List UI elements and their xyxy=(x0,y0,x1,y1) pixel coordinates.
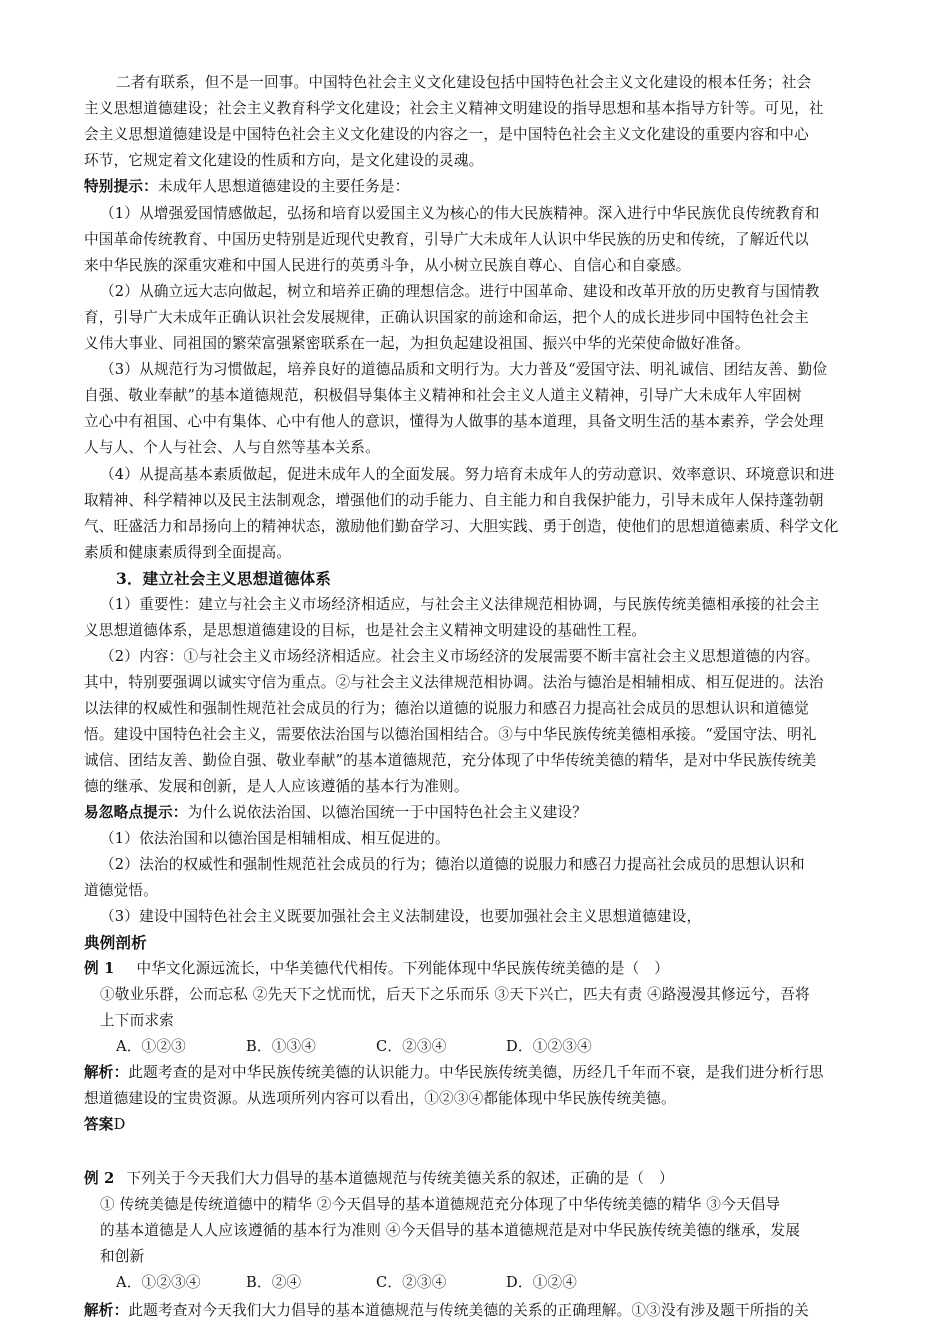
option-b: B．①③④ xyxy=(246,1038,317,1055)
task-line: （2）从确立远大志向做起，树立和培养正确的理想信念。进行中国革命、建设和改革开放的历史教育与国情教 xyxy=(100,283,820,300)
option-d: D．①②③④ xyxy=(506,1038,592,1055)
option-a: A．①②③④ xyxy=(116,1274,201,1291)
example-2-label: 例 2 xyxy=(84,1170,115,1187)
overlooked-tip-label: 易忽略点提示： xyxy=(84,804,188,821)
example-2-analysis xyxy=(84,1298,884,1324)
task-line: 人与人、个人与社会、人与自然等基本关系。 xyxy=(84,439,380,456)
section-line: （1）重要性：建立与社会主义市场经济相适应，与社会主义法律规范相协调，与民族传统美德相承接的社会主 xyxy=(100,596,820,613)
task-line: 中国革命传统教育、中国历史特别是近现代史教育，引导广大未成年人认识中华民族的历史和传统，了解近代以 xyxy=(84,231,809,248)
section-line: 悟。建设中国特色社会主义，需要依法治国与以德治国相结合。③与中华民族传统美德相承接。“爱国守法、明礼 xyxy=(84,726,817,743)
analysis-text: 此题考查对今天我们大力倡导的基本道德规范与传统美德的关系的正确理解。①③没有涉及题干所指的关 xyxy=(128,1302,809,1319)
overlooked-tip-text: 为什么说依法治国、以德治国统一于中国特色社会主义建设？ xyxy=(187,804,587,821)
analysis-label: 解析： xyxy=(84,1302,129,1319)
task-line: 气、旺盛活力和昂扬向上的精神状态，激励他们勤奋学习、大胆实践、勇于创造，使他们的思想道德素质、科学文化 xyxy=(84,518,839,535)
task-line: 义伟大事业、同祖国的繁荣富强紧密联系在一起，为担负起建设祖国、振兴中华的光荣使命做好准备。 xyxy=(84,335,750,352)
tip-point: 道德觉悟。 xyxy=(84,882,158,899)
example-2-question xyxy=(84,1166,884,1192)
analysis-label: 解析： xyxy=(84,1064,129,1081)
examples-title: 典例剖析 xyxy=(84,933,147,952)
example-1-statements: ①敬业乐群，公而忘私 ②先天下之忧而忧，后天下之乐而乐 ③天下兴亡，匹夫有责 ④路漫漫其修远兮，吾将 xyxy=(100,986,810,1003)
example-1-analysis xyxy=(84,1060,884,1086)
example-2-statements: 和创新 xyxy=(100,1248,145,1265)
option-c: C．②③④ xyxy=(376,1274,447,1291)
analysis-text: 此题考查的是对中华民族传统美德的认识能力。中华民族传统美德，历经几千年而不衰，是我们进分析行思 xyxy=(128,1064,824,1081)
paragraph-line: 环节，它规定着文化建设的性质和方向，是文化建设的灵魂。 xyxy=(84,152,484,169)
overlooked-tip xyxy=(84,800,884,826)
tip-point: （2）法治的权威性和强制性规范社会成员的行为；德治以道德的说服力和感召力提高社会成员的思想认识和 xyxy=(100,856,805,873)
section-line: 德的继承、发展和创新，是人人应该遵循的基本行为准则。 xyxy=(84,778,469,795)
task-line: 自强、敬业奉献”的基本道德规范，积极倡导集体主义精神和社会主义人道主义精神，引导广大未成年人牢固树 xyxy=(84,387,802,404)
special-tip xyxy=(84,174,884,200)
paragraph-line: 主义思想道德建设；社会主义教育科学文化建设；社会主义精神文明建设的指导思想和基本指导方针等。可见，社 xyxy=(84,100,824,117)
task-line: （3）从规范行为习惯做起，培养良好的道德品质和文明行为。大力普及“爱国守法、明礼诚信、团结友善、勤俭 xyxy=(100,361,828,378)
answer-label: 答案 xyxy=(84,1116,114,1133)
task-line: 取精神、科学精神以及民主法制观念，增强他们的动手能力、自主能力和自我保护能力，引导未成年人保持蓬勃朝 xyxy=(84,492,824,509)
section-line: 义思想道德体系，是思想道德建设的目标，也是社会主义精神文明建设的基础性工程。 xyxy=(84,622,647,639)
option-b: B．②④ xyxy=(246,1274,302,1291)
example-1-label: 例 1 xyxy=(84,960,115,977)
answer-value: D xyxy=(113,1116,126,1133)
task-line: 素质和健康素质得到全面提高。 xyxy=(84,544,292,561)
option-a: A．①②③ xyxy=(116,1038,186,1055)
special-tip-label: 特别提示： xyxy=(84,178,158,195)
example-1-question-text: 中华文化源远流长，中华美德代代相传。下列能体现中华民族传统美德的是（ ） xyxy=(136,960,670,977)
example-1-analysis-cont: 想道德建设的宝贵资源。从选项所列内容可以看出，①②③④都能体现中华民族传统美德。 xyxy=(84,1090,676,1107)
option-d: D．①②④ xyxy=(506,1274,578,1291)
example-2-statements: ① 传统美德是传统道德中的精华 ②今天倡导的基本道德规范充分体现了中华传统美德的精华 ③今天倡导 xyxy=(100,1196,781,1213)
task-line: 立心中有祖国、心中有集体、心中有他人的意识，懂得为人做事的基本道理，具备文明生活的基本素养，学会处理 xyxy=(84,413,824,430)
tip-point: （1）依法治国和以德治国是相辅相成、相互促进的。 xyxy=(100,830,450,847)
example-1-statements: 上下而求索 xyxy=(100,1012,174,1029)
example-2-options xyxy=(116,1270,884,1296)
task-line: 育，引导广大未成年正确认识社会发展规律，正确认识国家的前途和命运，把个人的成长进步同中国特色社会主 xyxy=(84,309,809,326)
example-1-answer xyxy=(84,1112,884,1138)
task-line: （4）从提高基本素质做起，促进未成年人的全面发展。努力培育未成年人的劳动意识、效率意识、环境意识和进 xyxy=(100,466,835,483)
example-1-options xyxy=(116,1034,884,1060)
task-line: （1）从增强爱国情感做起，弘扬和培育以爱国主义为核心的伟大民族精神。深入进行中华民族优良传统教育和 xyxy=(100,205,820,222)
paragraph-line: 会主义思想道德建设是中国特色社会主义文化建设的内容之一，是中国特色社会主义文化建设的重要内容和中心 xyxy=(84,126,809,143)
paragraph-line: 二者有联系，但不是一回事。中国特色社会主义文化建设包括中国特色社会主义文化建设的根本任务；社会 xyxy=(116,74,812,91)
section-line: 诚信、团结友善、勤俭自强、敬业奉献”的基本道德规范，充分体现了中华传统美德的精华，是对中华民族传统美 xyxy=(84,752,817,769)
tip-point: （3）建设中国特色社会主义既要加强社会主义法制建设，也要加强社会主义思想道德建设， xyxy=(100,908,702,925)
section-title: 3．建立社会主义思想道德体系 xyxy=(116,569,332,588)
section-line: 以法律的权威性和强制性规范社会成员的行为；德治以道德的说服力和感召力提高社会成员的思想认识和道德觉 xyxy=(84,700,809,717)
example-1-question xyxy=(84,956,884,982)
example-2-question-text: 下列关于今天我们大力倡导的基本道德规范与传统美德关系的叙述，正确的是（ ） xyxy=(126,1170,674,1187)
section-line: 其中，特别要强调以诚实守信为重点。②与社会主义法律规范相协调。法治与德治是相辅相成、相互促进的。法治 xyxy=(84,674,824,691)
section-line: （2）内容：①与社会主义市场经济相适应。社会主义市场经济的发展需要不断丰富社会主义思想道德的内容。 xyxy=(100,648,820,665)
example-2-statements: 的基本道德是人人应该遵循的基本行为准则 ④今天倡导的基本道德规范是对中华民族传统美德的继承，发展 xyxy=(100,1222,801,1239)
option-c: C．②③④ xyxy=(376,1038,447,1055)
special-tip-text: 未成年人思想道德建设的主要任务是： xyxy=(157,178,410,195)
task-line: 来中华民族的深重灾难和中国人民进行的英勇斗争，从小树立民族自尊心、自信心和自豪感。 xyxy=(84,257,691,274)
